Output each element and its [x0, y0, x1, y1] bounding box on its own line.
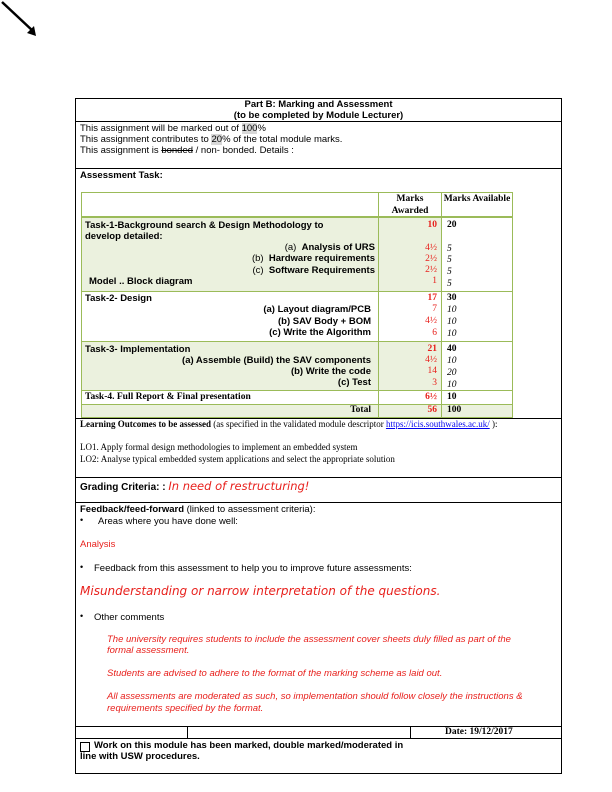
task2-title: Task-2- Design [85, 293, 152, 304]
task1-item-b-available: 5 [447, 255, 452, 265]
task1-extra-awarded: 1 [432, 276, 437, 286]
task3-item-b-awarded: 14 [427, 366, 437, 376]
task2-awarded: 17 [427, 293, 437, 303]
task3-awarded: 21 [427, 344, 437, 354]
comment-3-cont: requirements specified by the format. [107, 703, 264, 714]
total-available: 100 [447, 405, 462, 415]
lo2: LO2: Analyse typical embedded system applications and select the appropriate solution [80, 454, 395, 464]
grading-criteria: Grading Criteria: : In need of restructuring! [80, 479, 310, 493]
marks-table [81, 192, 513, 418]
task1-title: Task-1-Background search & Design Methodology to [85, 220, 324, 231]
feedback-heading: Feedback/feed-forward (linked to assessment criteria): [80, 504, 316, 515]
module-descriptor-link[interactable]: https://icis.southwales.ac.uk/ [385, 419, 490, 429]
task2-item-c-available: 10 [447, 329, 457, 339]
assessment-task-label: Assessment Task: [80, 170, 163, 181]
task2-item-c: (c) Write the Algorithm [269, 327, 371, 338]
task1-awarded: 10 [427, 220, 437, 230]
contributes-line: This assignment contributes to 20% of the total module marks. [80, 134, 343, 145]
task3-available: 40 [447, 344, 457, 354]
bullet-icon: • [80, 611, 84, 621]
task1-item-b: (b) Hardware requirements [251, 253, 375, 264]
task3-item-a: (a) Assemble (Build) the SAV components [182, 355, 371, 366]
corner-arrow-icon [0, 0, 40, 40]
form-title: Part B: Marking and Assessment [244, 99, 393, 110]
task4-title: Task-4. Full Report & Final presentation [85, 392, 251, 402]
learning-outcomes-heading: Learning Outcomes to be assessed (as specified in the validated module descriptor https://icis.southwales.ac.uk/ ): [80, 419, 498, 429]
moderation-confirmation: Work on this module has been marked, double marked/moderated in [94, 740, 404, 751]
divider [75, 168, 562, 169]
moderation-confirmation-cont: line with USW procedures. [80, 751, 200, 762]
cell-divider [187, 726, 188, 738]
col-marks-available: Marks Available [443, 194, 511, 204]
divider [75, 477, 562, 478]
task3-item-a-awarded: 4½ [425, 355, 437, 365]
task2-item-b: (b) SAV Body + BOM [278, 316, 371, 327]
task1-item-c-awarded: 2½ [425, 265, 437, 275]
other-comments-label: Other comments [94, 612, 165, 623]
task3-item-c-awarded: 3 [432, 378, 437, 388]
task1-item-b-awarded: 2½ [425, 254, 437, 264]
comment-2: Students are advised to adhere to the format of the marking scheme as laid out. [107, 668, 443, 679]
task3-item-a-available: 10 [447, 356, 457, 366]
task1-title-cont: develop detailed: [85, 231, 163, 242]
feedback-improve-label: Feedback from this assessment to help you to improve future assessments: [94, 563, 412, 574]
task2-item-a-awarded: 7 [432, 304, 437, 314]
task2-item-b-awarded: 4½ [425, 316, 437, 326]
task1-item-c-available: 5 [447, 267, 452, 277]
comment-3: All assessments are moderated as such, so implementation should follow closely the instructions & [107, 691, 523, 702]
task1-item-a: (a) Analysis of URS [284, 242, 375, 253]
lo1: LO1. Apply formal design methodologies to implement an embedded system [80, 442, 358, 452]
task3-item-c: (c) Test [337, 377, 371, 388]
task3-title: Task-3- Implementation [85, 344, 191, 355]
task1-available: 20 [447, 220, 457, 230]
date-field: Date: 19/12/2017 [445, 727, 513, 737]
divider [75, 121, 562, 122]
bullet-icon: • [80, 562, 84, 572]
task2-item-b-available: 10 [447, 317, 457, 327]
feedback-done-well: Analysis [80, 539, 116, 550]
task1-extra-label: Model .. Block diagram [89, 276, 193, 287]
divider [75, 738, 562, 739]
task2-item-a: (a) Layout diagram/PCB [263, 304, 371, 315]
bullet-icon: • [80, 515, 84, 525]
comment-1: The university requires students to include the assessment cover sheets duly filled as part of the [107, 634, 511, 645]
bonded-line: This assignment is bonded / non- bonded. Details : [80, 145, 294, 156]
divider [75, 502, 562, 503]
task1-item-a-available: 5 [447, 244, 452, 254]
task4-available: 10 [447, 392, 457, 402]
task2-item-a-available: 10 [447, 305, 457, 315]
task3-item-b-available: 20 [447, 368, 457, 378]
marked-out-line: This assignment will be marked out of 100% [80, 123, 266, 134]
task3-item-b: (b) Write the code [290, 366, 371, 377]
task3-item-c-available: 10 [447, 380, 457, 390]
task1-item-c: (c) Software Requirements [252, 265, 375, 276]
feedback-improve: Misunderstanding or narrow interpretation of the questions. [80, 584, 441, 598]
cell-divider [410, 726, 411, 738]
task1-item-a-awarded: 4½ [425, 243, 437, 253]
total-awarded: 56 [427, 405, 437, 415]
col-marks-awarded: Marks Awarded [391, 194, 429, 216]
task2-item-c-awarded: 6 [432, 328, 437, 338]
form-subtitle: (to be completed by Module Lecturer) [233, 110, 404, 121]
comment-1-cont: formal assessment. [107, 645, 190, 656]
task1-extra-available: 5 [447, 279, 452, 289]
total-label: Total [350, 405, 371, 415]
task4-awarded: 6½ [425, 392, 437, 402]
feedback-done-well-label: Areas where you have done well: [98, 516, 238, 527]
task2-available: 30 [447, 293, 457, 303]
